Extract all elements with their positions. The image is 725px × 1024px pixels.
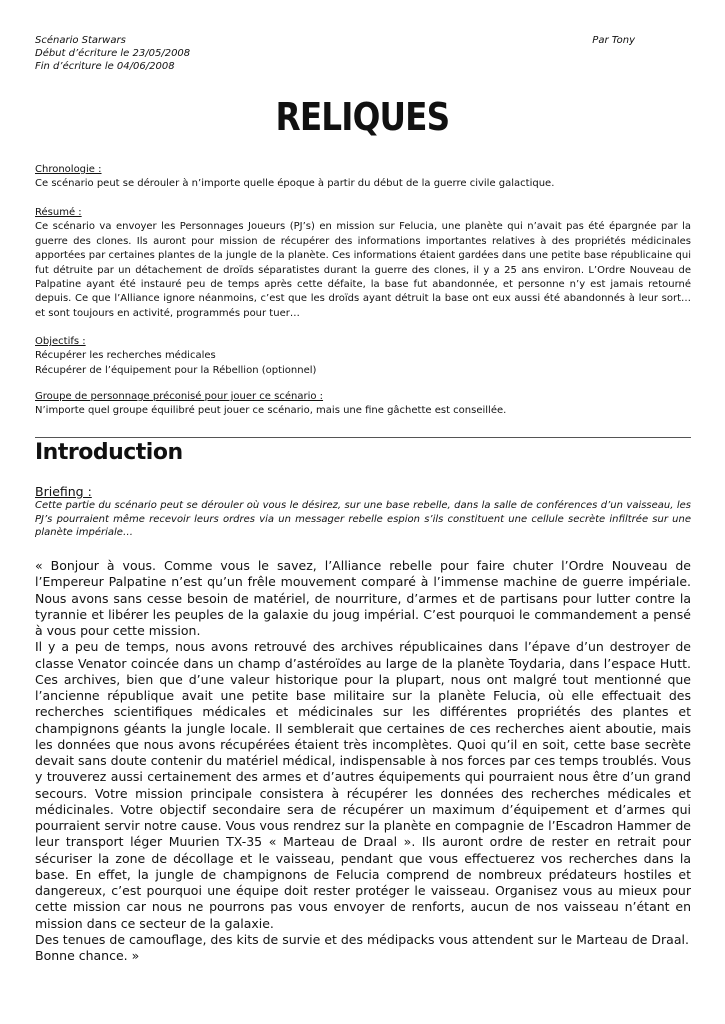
meta-line: Début d’écriture le 23/05/2008 bbox=[35, 48, 191, 59]
objectif-item: Récupérer de l’équipement pour la Rébellion (optionnel) bbox=[35, 364, 317, 376]
resume-label: Résumé : bbox=[35, 207, 82, 218]
resume-text: Ce scénario va envoyer les Personnages Joueurs (PJ’s) en mission sur Felucia, une planète qui n’avait pas été épargnée par la guerre des clones. Ils auront pour mission de récupérer des informations importantes relatives à des propriétés médicinales apportées par certaines plantes de la jungle de la planète. Ces informations étaient gardées dans une petite base républicaine qui fut détruite par un détachement de droïds séparatistes durant la guerre des clones, il y a 25 ans environ. L’Ordre Nouveau de Palpatine ayant été instauré peu de temps après cette défaite, la base fut abandonnée, et personne n’y est jamais retourné depuis. Ce que l’Alliance ignore néanmoins, c’est que les droïds ayant détruit la base ont eux aussi été abandonnés à leur sort… et sont toujours en activité, programmés pour tuer… bbox=[35, 221, 691, 319]
groupe-label: Groupe de personnage préconisé pour jouer ce scénario : bbox=[35, 391, 324, 402]
meta-line: Scénario Starwars bbox=[35, 35, 126, 46]
speech-paragraph: « Bonjour à vous. Comme vous le savez, l’Alliance rebelle pour faire chuter l’Ordre Nouveau de l’Empereur Palpatine n’est qu’un frêle mouvement comparé à l’immense machine de guerre impériale. Nous avons sans cesse besoin de matériel, de nourriture, d’armes et de partisans pour lutter contre la tyrannie et libérer les peuples de la galaxie du joug impérial. C’est pourquoi le commandement a pensé à vous pour cette mission. bbox=[35, 558, 691, 638]
briefing-label: Briefing : bbox=[35, 484, 92, 499]
speech-paragraph: Des tenues de camouflage, des kits de survie et des médipacks vous attendent sur le Marteau de Draal. bbox=[35, 931, 689, 947]
briefing-intro: Cette partie du scénario peut se dérouler où vous le désirez, sur une base rebelle, dans la salle de conférences d’un vaisseau, les PJ’s pourraient même recevoir leurs ordres via un messager rebelle espion s’ils constituent une cellule secrète infiltrée sur une planète impériale… bbox=[35, 500, 691, 539]
groupe-section bbox=[35, 390, 691, 419]
speech-paragraph: Il y a peu de temps, nous avons retrouvé des archives républicaines dans l’épave d’un destroyer de classe Venator coincée dans un champ d’astéroïdes au large de la planète Toydaria, dans l’espace Hutt. Ces archives, bien que d’une valeur historique pour la plupart, nous ont malgré tout mentionné que l’ancienne république avait une petite base militaire sur la planète Felucia, où elle effectuait des recherches scientifiques médicales et médicinales sur les différentes propriétés des plantes et champignons géants la jungle locale. Il semblerait que certaines de ces recherches aient aboutie, mais les données que nous avons récupérées étaient très incomplètes. Quoi qu’il en soit, cette base secrète devait sans doute contenir du matériel médical, indispensable à nos forces par ces temps troublés. Vous y trouverez aussi certainement des armes et d’autres équipements qui pourraient nous être d’un grand secours. Votre mission principale consistera à récupérer les données des recherches médicales et médicinales. Votre objectif secondaire sera de récupérer un maximum d’équipement et d’armes qui pourraient servir notre cause. Vous vous rendrez sur la planète en compagnie de l’Escadron Hammer de leur transport léger Muurien TX-35 « Marteau de Draal ». Ils auront ordre de rester en retrait pour sécuriser la zone de décollage et le vaisseau, pendant que vous effectuerez vos recherches dans la base. En effet, la jungle de champignons de Felucia comprend de nombreux prédateurs hostiles et dangereux, c’est pourquoi une équipe doit rester protéger le vaisseau. Organisez vous au mieux pour cette mission car nous ne pourrons pas vous envoyer de renforts, aucun de nos vaisseau n’étant en mission dans ce secteur de la galaxie. bbox=[35, 639, 691, 931]
document-meta bbox=[35, 34, 190, 73]
introduction-heading: Introduction bbox=[35, 437, 691, 468]
chronologie-label: Chronologie : bbox=[35, 164, 102, 175]
objectif-item: Récupérer les recherches médicales bbox=[35, 350, 216, 362]
objectifs-label: Objectifs : bbox=[35, 336, 86, 347]
objectifs-section bbox=[35, 335, 691, 378]
chronologie-text: Ce scénario peut se dérouler à n’importe quelle époque à partir du début de la guerre civile galactique. bbox=[35, 178, 555, 190]
groupe-text: N’importe quel groupe équilibré peut jouer ce scénario, mais une fine gâchette est conseillée. bbox=[35, 405, 507, 417]
author-line: Par Tony bbox=[592, 35, 635, 46]
briefing-speech bbox=[35, 558, 691, 964]
meta-line: Fin d’écriture le 04/06/2008 bbox=[35, 61, 175, 72]
speech-paragraph: Bonne chance. » bbox=[35, 948, 140, 963]
resume-section bbox=[35, 206, 691, 321]
chronologie-section bbox=[35, 163, 691, 192]
document-title: RELIQUES bbox=[275, 95, 450, 139]
